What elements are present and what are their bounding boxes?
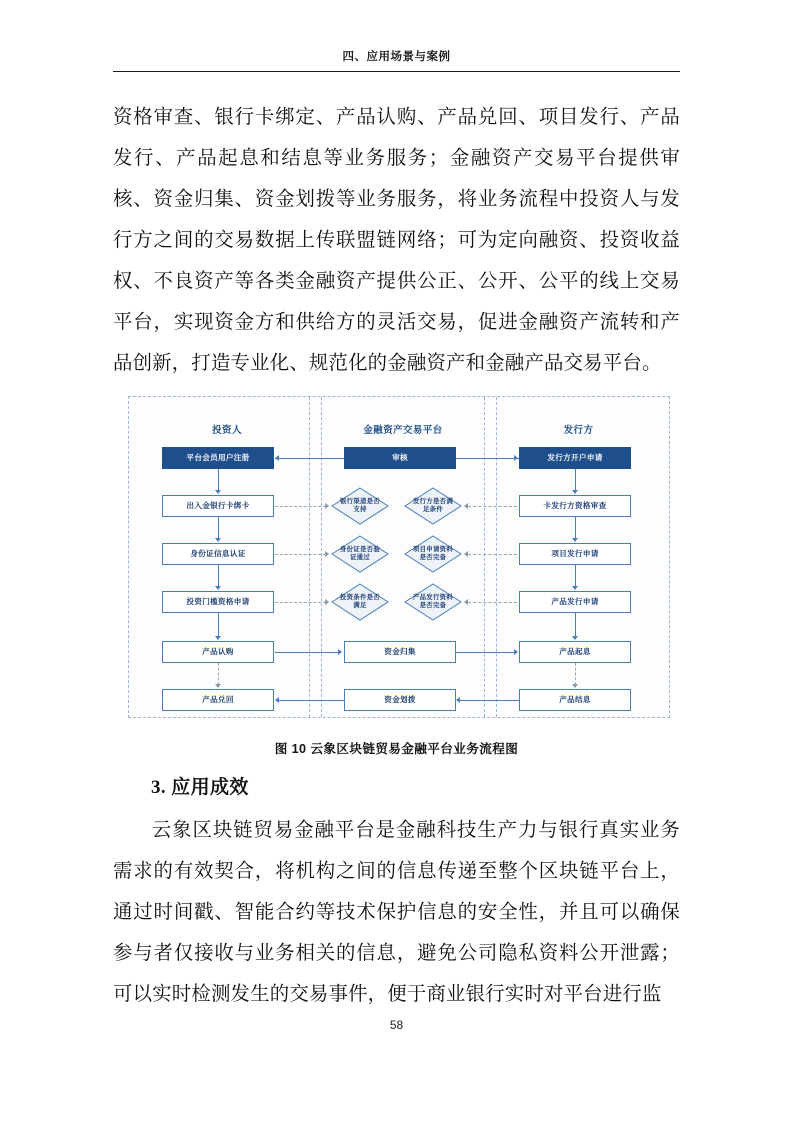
- connector-subscription-to-collection: [275, 652, 340, 653]
- connector-left-1: [218, 469, 219, 491]
- decision-label: 投资条件是否满足: [339, 593, 381, 609]
- arrowhead-settlement-to-transfer: [456, 697, 460, 703]
- node-investment-threshold-application: 投资门槛资格申请: [162, 591, 274, 613]
- node-platform-member-registration: 平台会员用户注册: [162, 447, 274, 469]
- running-header: [113, 48, 680, 72]
- connector-box-to-decision-4: [468, 506, 517, 507]
- connector-box-to-decision-6: [468, 602, 517, 603]
- connector-right-3: [575, 565, 576, 587]
- lane-title-investor: 投资人: [212, 425, 242, 436]
- arrowhead-right-4: [572, 636, 578, 640]
- node-id-verification: 身份证信息认证: [162, 543, 274, 565]
- connector-review-to-investor: [275, 458, 344, 459]
- decision-label: 银行渠道是否支持: [339, 497, 381, 513]
- node-bank-card-binding: 出入金银行卡绑卡: [162, 495, 274, 517]
- connector-left-4: [218, 613, 219, 637]
- node-review: 审核: [344, 447, 456, 469]
- arrowhead-box-to-decision-5: [464, 551, 468, 557]
- arrowhead-review-to-investor: [275, 455, 279, 461]
- connector-right-5-dashed: [575, 663, 576, 685]
- arrowhead-transfer-to-redemption: [275, 697, 279, 703]
- arrowhead-box-to-decision-4: [464, 503, 468, 509]
- connector-collection-to-interest: [456, 652, 516, 653]
- lane-divider-1: [309, 397, 310, 717]
- lane-divider-4: [496, 397, 497, 717]
- node-issuer-qualification-review: 卡发行方资格审查: [519, 495, 631, 517]
- arrowhead-right-3: [572, 586, 578, 590]
- arrowhead-right-2: [572, 538, 578, 542]
- arrowhead-box-to-decision-1: [325, 503, 329, 509]
- arrowhead-right-1: [572, 490, 578, 494]
- arrowhead-box-to-decision-3: [325, 599, 329, 605]
- node-product-interest-settlement: 产品结息: [519, 689, 631, 711]
- connector-right-1: [575, 469, 576, 491]
- paragraph-bottom-block: [113, 810, 680, 1015]
- decision-label: 身份证是否验证通过: [339, 545, 381, 561]
- connector-box-to-decision-5: [468, 554, 517, 555]
- decision-id-verified: [331, 535, 389, 573]
- connector-left-5-dashed: [218, 663, 219, 685]
- decision-label: 项目申请资料是否完备: [412, 545, 454, 561]
- lane-divider-3: [484, 397, 485, 717]
- node-product-issuance-application: 产品发行申请: [519, 591, 631, 613]
- connector-transfer-to-redemption: [279, 700, 344, 701]
- paragraph-bottom: 云象区块链贸易金融平台是金融科技生产力与银行真实业务需求的有效契合，将机构之间的信息传递至整个区块链平台上，通过时间戳、智能合约等技术保护信息的安全性，并且可以确保参与者仅接收与业务相关的信息，避免公司隐私资料公开泄露；可以实时检测发生的交易事件，便于商业银行实时对平台进行监: [113, 820, 680, 1005]
- decision-issuer-meets-conditions: [404, 487, 462, 525]
- connector-box-to-decision-2: [275, 554, 326, 555]
- arrowhead-collection-to-interest: [514, 649, 518, 655]
- connector-left-2: [218, 517, 219, 539]
- lane-divider-2: [321, 397, 322, 717]
- arrowhead-left-5: [215, 684, 221, 688]
- decision-bank-channel-supported: [331, 487, 389, 525]
- node-fund-collection: 资金归集: [344, 641, 456, 663]
- connector-right-4: [575, 613, 576, 637]
- paragraph-top: 资格审查、银行卡绑定、产品认购、产品兑回、项目发行、产品发行、产品起息和结息等业务服务；金融资产交易平台提供审核、资金归集、资金划拨等业务服务，将业务流程中投资人与发行方之间的交易数据上传联盟链网络；可为定向融资、投资收益权、不良资产等各类金融资产提供公正、公开、公平的线上交易平台，实现资金方和供给方的灵活交易，促进金融资产流转和产品创新，打造专业化、规范化的金融资产和金融产品交易平台。: [113, 107, 680, 374]
- lane-title-issuer: 发行方: [563, 425, 594, 436]
- arrowhead-right-5: [572, 684, 578, 688]
- section-heading: 3. 应用成效: [151, 777, 249, 798]
- connector-box-to-decision-3: [275, 602, 326, 603]
- arrowhead-left-1: [215, 490, 221, 494]
- lane-title-platform: 金融资产交易平台: [363, 425, 443, 436]
- connector-right-2: [575, 517, 576, 539]
- node-issuer-account-application: 发行方开户申请: [519, 447, 631, 469]
- arrowhead-review-to-issuer: [514, 455, 518, 461]
- decision-investment-conditions-met: [331, 583, 389, 621]
- decision-product-docs-complete: [404, 583, 462, 621]
- figure-caption: 图 10 云象区块链贸易金融平台业务流程图: [274, 742, 519, 756]
- connector-settlement-to-transfer: [460, 700, 519, 701]
- node-product-subscription: 产品认购: [162, 641, 274, 663]
- connector-box-to-decision-1: [275, 506, 326, 507]
- arrowhead-subscription-to-collection: [338, 649, 342, 655]
- decision-label: 发行方是否满足条件: [412, 497, 454, 513]
- node-project-issuance-application: 项目发行申请: [519, 543, 631, 565]
- node-product-interest-start: 产品起息: [519, 641, 631, 663]
- figure-flowchart: [128, 396, 670, 718]
- arrowhead-left-2: [215, 538, 221, 542]
- decision-project-docs-complete: [404, 535, 462, 573]
- node-fund-transfer: 资金划拨: [344, 689, 456, 711]
- header-divider: [113, 71, 680, 72]
- node-product-redemption: 产品兑回: [162, 689, 274, 711]
- arrowhead-left-4: [215, 636, 221, 640]
- running-header-title: 四、应用场景与案例: [342, 51, 451, 63]
- arrowhead-box-to-decision-6: [464, 599, 468, 605]
- decision-label: 产品发行资料是否完备: [412, 593, 454, 609]
- arrowhead-left-3: [215, 586, 221, 590]
- paragraph-top-block: [113, 97, 680, 384]
- connector-left-3: [218, 565, 219, 587]
- page-number: 58: [389, 1018, 404, 1032]
- connector-review-to-issuer: [456, 458, 519, 459]
- flowchart-canvas: [128, 396, 670, 718]
- arrowhead-box-to-decision-2: [325, 551, 329, 557]
